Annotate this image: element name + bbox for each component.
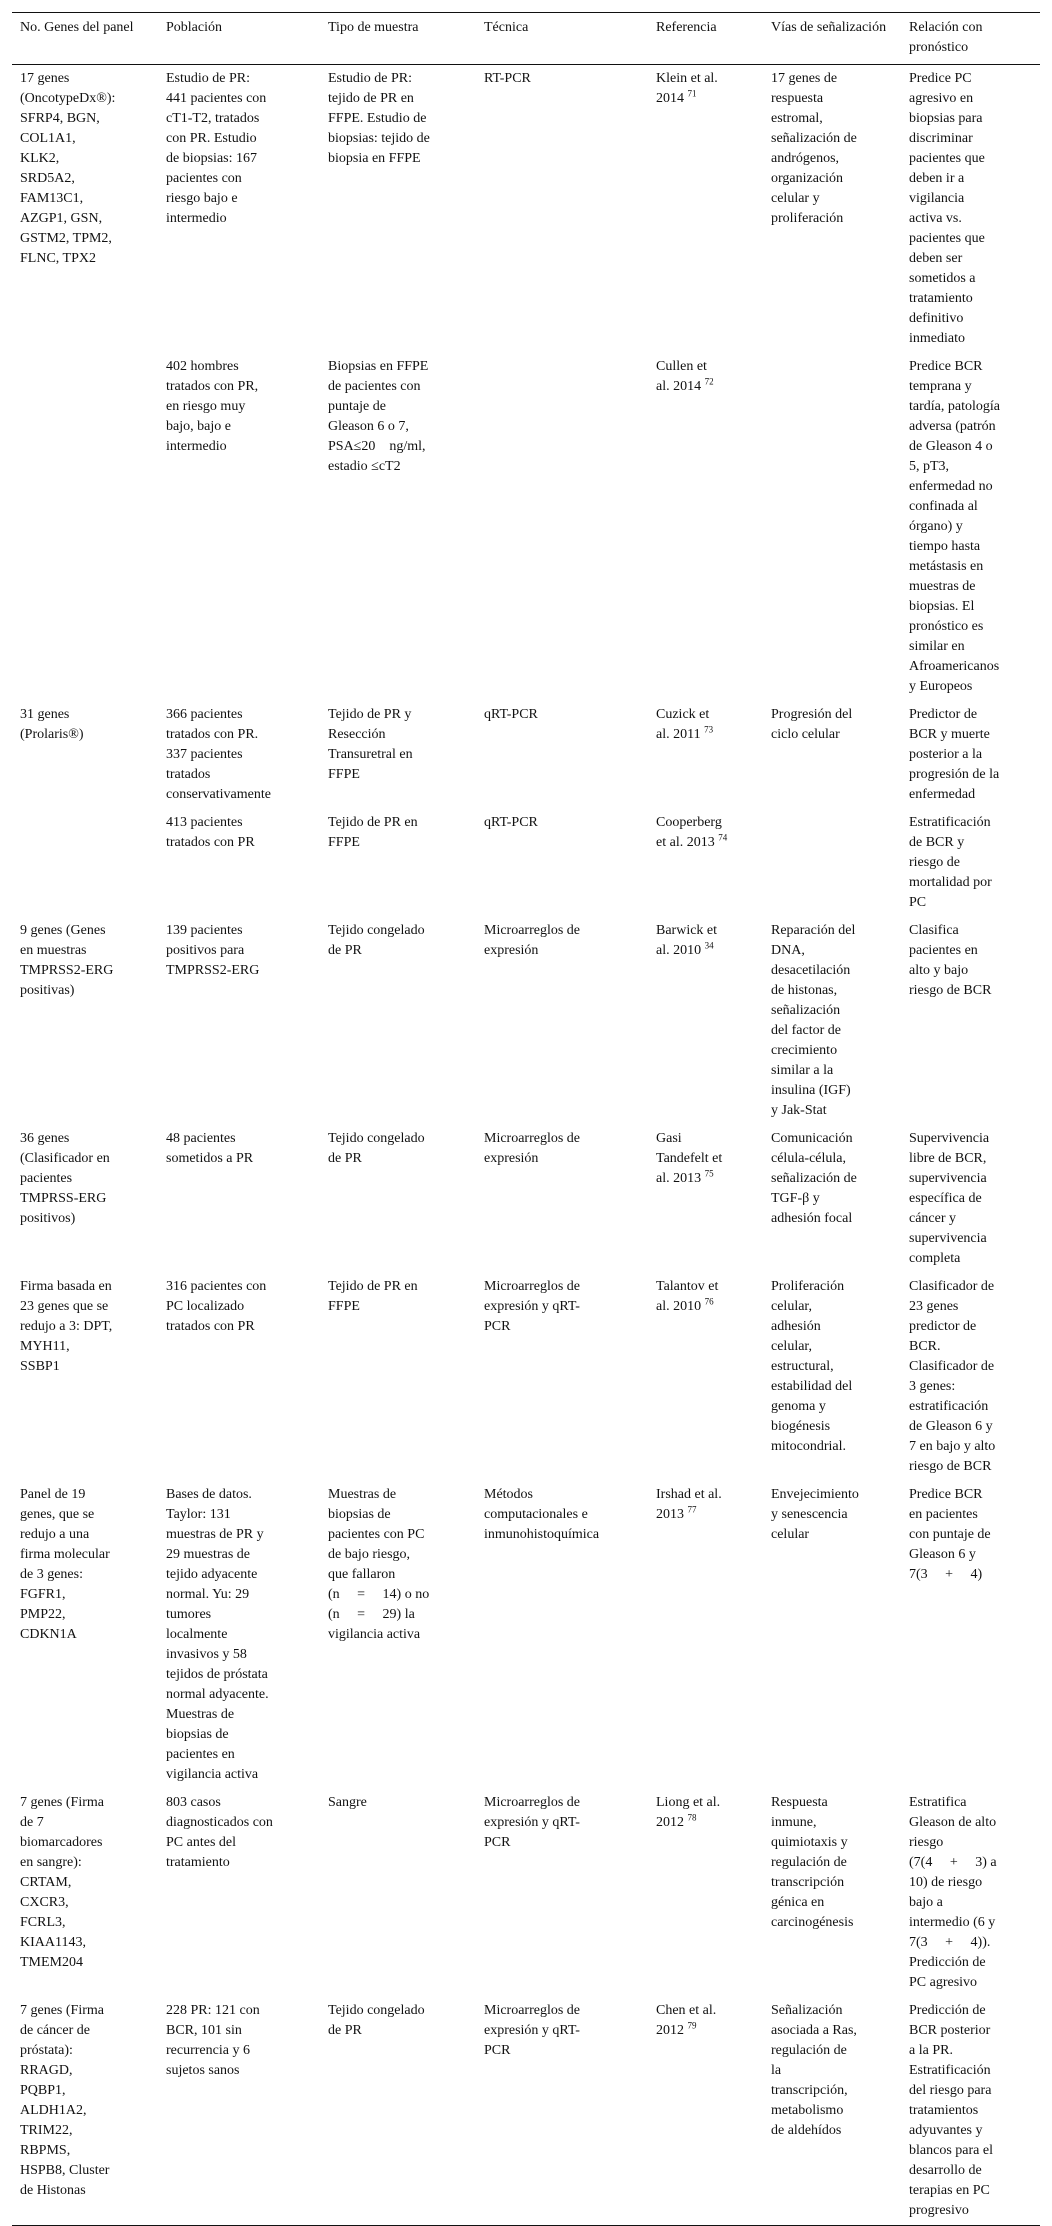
referencia-cell-text: Cullen et al. 2014: [656, 359, 707, 394]
muestra-cell: [320, 917, 476, 1125]
poblacion-cell: [158, 1125, 320, 1273]
poblacion-cell-text: 366 pacientes tratados con PR. 337 pacientes tratados conservativamente: [166, 707, 271, 802]
poblacion-cell-text: 48 pacientes sometidos a PR: [166, 1131, 254, 1166]
tecnica-cell: [476, 1273, 648, 1481]
poblacion-cell: [158, 1997, 320, 2226]
vias-cell: [763, 1997, 901, 2226]
table-row: [12, 1997, 1040, 2226]
table-body: [12, 65, 1040, 2226]
genes-cell: [12, 1481, 158, 1789]
referencia-cell-text: Chen et al. 2012: [656, 2003, 717, 2038]
pronostico-cell: [901, 809, 1040, 917]
vias-cell-text: Progresión del ciclo celular: [771, 707, 853, 742]
table-row: [12, 809, 1040, 917]
reference-number[interactable]: 34: [704, 940, 714, 951]
referencia-cell-text: Cuzick et al. 2011: [656, 707, 710, 742]
pronostico-cell: [901, 1273, 1040, 1481]
poblacion-cell-text: 402 hombres tratados con PR, en riesgo muy bajo, bajo e intermedio: [166, 359, 259, 454]
pronostico-cell: [901, 917, 1040, 1125]
genes-cell-text: 7 genes (Firma de 7 biomarcadores en sangre): CRTAM, CXCR3, FCRL3, KIAA1143, TMEM204: [20, 1795, 104, 1970]
genes-cell-text: 17 genes (OncotypeDx®): SFRP4, BGN, COL1A1, KLK2, SRD5A2, FAM13C1, AZGP1, GSN, GSTM2, TPM2, FLNC, TPX2: [20, 71, 116, 266]
poblacion-cell: [158, 809, 320, 917]
reference-number[interactable]: 79: [687, 2020, 697, 2031]
referencia-cell-text: Talantov et al. 2010: [656, 1279, 719, 1314]
referencia-cell: [648, 1273, 763, 1481]
pronostico-cell-text: Clasificador de 23 genes predictor de BCR. Clasificador de 3 genes: estratificación de Gleason 6 y 7 en bajo y alto riesgo de BCR: [909, 1279, 996, 1474]
muestra-cell-text: Biopsias en FFPE de pacientes con puntaje de Gleason 6 o 7, PSA≤20 ng/ml, estadio ≤cT2: [328, 359, 429, 474]
header-row: [12, 13, 1040, 65]
reference-number[interactable]: 76: [704, 1296, 714, 1307]
referencia-cell: [648, 809, 763, 917]
genes-cell-text: Panel de 19 genes, que se redujo a una firma molecular de 3 genes: FGFR1, PMP22, CDKN1A: [20, 1487, 110, 1642]
vias-cell: [763, 65, 901, 354]
vias-cell-text: Respuesta inmune, quimiotaxis y regulación de transcripción génica en carcinogénesis: [771, 1795, 854, 1930]
pronostico-cell: [901, 65, 1040, 354]
genes-cell: [12, 1125, 158, 1273]
pronostico-cell: [901, 1125, 1040, 1273]
muestra-cell-text: Estudio de PR: tejido de PR en FFPE. Estudio de biopsias: tejido de biopsia en FFPE: [328, 71, 430, 166]
tecnica-cell: [476, 809, 648, 917]
muestra-cell-text: Muestras de biopsias de pacientes con PC de bajo riesgo, que fallaron (n = 14) o no (n = 29) la vigilancia activa: [328, 1487, 430, 1642]
muestra-cell: [320, 1273, 476, 1481]
tecnica-cell: [476, 701, 648, 809]
tecnica-cell-text: Microarreglos de expresión y qRT- PCR: [484, 1279, 581, 1334]
vias-cell-text: Proliferación celular, adhesión celular, estructural, estabilidad del genoma y biogénesis mitocondrial.: [771, 1279, 853, 1454]
tecnica-cell: [476, 1125, 648, 1273]
vias-cell: [763, 1125, 901, 1273]
table-row: [12, 1273, 1040, 1481]
poblacion-cell: [158, 65, 320, 354]
header-poblacion: Población: [166, 20, 222, 35]
vias-cell-text: Envejecimiento y senescencia celular: [771, 1487, 859, 1542]
header-vias: Vías de señalización: [771, 20, 887, 35]
referencia-cell: [648, 1789, 763, 1997]
referencia-cell: [648, 917, 763, 1125]
table-row: [12, 701, 1040, 809]
tecnica-cell-text: Microarreglos de expresión: [484, 923, 581, 958]
poblacion-cell: [158, 1481, 320, 1789]
genes-cell-text: Firma basada en 23 genes que se redujo a 3: DPT, MYH11, SSBP1: [20, 1279, 113, 1374]
vias-cell: [763, 809, 901, 917]
muestra-cell-text: Tejido congelado de PR: [328, 923, 425, 958]
pronostico-cell-text: Estratifica Gleason de alto riesgo (7(4 + 3) a 10) de riesgo bajo a intermedio (6 y 7(3 + 4)). Predicción de PC agresivo: [909, 1795, 997, 1990]
genes-cell: [12, 1997, 158, 2226]
muestra-cell: [320, 1481, 476, 1789]
tecnica-cell: [476, 1789, 648, 1997]
vias-cell: [763, 1789, 901, 1997]
poblacion-cell: [158, 1273, 320, 1481]
header-pronostico: Relación con pronóstico: [909, 20, 983, 55]
poblacion-cell-text: 139 pacientes positivos para TMPRSS2-ERG: [166, 923, 260, 978]
genes-cell: [12, 1789, 158, 1997]
genes-cell-text: 7 genes (Firma de cáncer de próstata): RRAGD, PQBP1, ALDH1A2, TRIM22, RBPMS, HSPB8, Cluster de Histonas: [20, 2003, 110, 2198]
pronostico-cell-text: Clasifica pacientes en alto y bajo riesgo de BCR: [909, 923, 992, 998]
referencia-cell: [648, 65, 763, 354]
muestra-cell-text: Tejido de PR en FFPE: [328, 815, 418, 850]
vias-cell: [763, 917, 901, 1125]
poblacion-cell: [158, 1789, 320, 1997]
pronostico-cell-text: Supervivencia libre de BCR, supervivencia específica de cáncer y supervivencia completa: [909, 1131, 990, 1266]
referencia-cell: [648, 1481, 763, 1789]
muestra-cell: [320, 1997, 476, 2226]
referencia-cell-text: Liong et al. 2012: [656, 1795, 721, 1830]
header-genes: No. Genes del panel: [20, 20, 134, 35]
tecnica-cell: [476, 1481, 648, 1789]
header-tecnica: Técnica: [484, 20, 529, 35]
vias-cell: [763, 353, 901, 701]
referencia-cell-text: Barwick et al. 2010: [656, 923, 718, 958]
genes-cell: [12, 809, 158, 917]
table-row: [12, 1125, 1040, 1273]
vias-cell: [763, 1273, 901, 1481]
reference-number[interactable]: 75: [704, 1168, 714, 1179]
tecnica-cell-text: Microarreglos de expresión: [484, 1131, 581, 1166]
tecnica-cell-text: Microarreglos de expresión y qRT- PCR: [484, 2003, 581, 2058]
vias-cell-text: 17 genes de respuesta estromal, señalización de andrógenos, organización celular y proliferación: [771, 71, 857, 226]
reference-number[interactable]: 71: [687, 88, 697, 99]
reference-number[interactable]: 73: [704, 724, 714, 735]
poblacion-cell-text: Estudio de PR: 441 pacientes con cT1-T2, tratados con PR. Estudio de biopsias: 167 pacientes con riesgo bajo e intermedio: [166, 71, 267, 226]
vias-cell-text: Comunicación célula-célula, señalización de TGF-β y adhesión focal: [771, 1131, 857, 1226]
tecnica-cell-text: Métodos computacionales e inmunohistoquímica: [484, 1487, 600, 1542]
pronostico-cell: [901, 1789, 1040, 1997]
pronostico-cell-text: Estratificación de BCR y riesgo de mortalidad por PC: [909, 815, 992, 910]
table-row: [12, 1789, 1040, 1997]
muestra-cell-text: Tejido congelado de PR: [328, 2003, 425, 2038]
muestra-cell-text: Sangre: [328, 1795, 367, 1810]
muestra-cell: [320, 1789, 476, 1997]
pronostico-cell-text: Predictor de BCR y muerte posterior a la progresión de la enfermedad: [909, 707, 1000, 802]
table-row: [12, 65, 1040, 354]
table-header: [12, 13, 1040, 65]
vias-cell: [763, 1481, 901, 1789]
muestra-cell: [320, 701, 476, 809]
referencia-cell-text: Cooperberg et al. 2013: [656, 815, 722, 850]
header-muestra: Tipo de muestra: [328, 20, 419, 35]
genes-cell-text: 36 genes (Clasificador en pacientes TMPRSS-ERG positivos): [20, 1131, 110, 1226]
poblacion-cell: [158, 353, 320, 701]
referencia-cell: [648, 701, 763, 809]
tecnica-cell: [476, 353, 648, 701]
genes-cell: [12, 701, 158, 809]
poblacion-cell-text: 413 pacientes tratados con PR: [166, 815, 255, 850]
vias-cell: [763, 701, 901, 809]
genes-cell: [12, 917, 158, 1125]
muestra-cell-text: Tejido de PR en FFPE: [328, 1279, 418, 1314]
tecnica-cell: [476, 917, 648, 1125]
muestra-cell: [320, 809, 476, 917]
pronostico-cell: [901, 1481, 1040, 1789]
muestra-cell-text: Tejido de PR y Resección Transuretral en FFPE: [328, 707, 413, 782]
reference-number[interactable]: 72: [704, 376, 714, 387]
muestra-cell-text: Tejido congelado de PR: [328, 1131, 425, 1166]
referencia-cell-text: Klein et al. 2014: [656, 71, 718, 106]
genes-cell-text: 9 genes (Genes en muestras TMPRSS2-ERG positivas): [20, 923, 114, 998]
referencia-cell-text: Gasi Tandefelt et al. 2013: [656, 1131, 723, 1186]
reference-number[interactable]: 78: [687, 1812, 697, 1823]
referencia-cell: [648, 1125, 763, 1273]
genes-cell-text: 31 genes (Prolaris®): [20, 707, 84, 742]
vias-cell-text: Reparación del DNA, desacetilación de histonas, señalización del factor de crecimiento similar a la insulina (IGF) y Jak-Stat: [771, 923, 856, 1118]
vias-cell-text: Señalización asociada a Ras, regulación de la transcripción, metabolismo de aldehídos: [771, 2003, 857, 2138]
poblacion-cell-text: 803 casos diagnosticados con PC antes del tratamiento: [166, 1795, 273, 1870]
poblacion-cell-text: 228 PR: 121 con BCR, 101 sin recurrencia y 6 sujetos sanos: [166, 2003, 260, 2078]
reference-number[interactable]: 77: [687, 1504, 697, 1515]
pronostico-cell-text: Predice BCR en pacientes con puntaje de Gleason 6 y 7(3 + 4): [909, 1487, 991, 1582]
pronostico-cell-text: Predice BCR temprana y tardía, patología adversa (patrón de Gleason 4 o 5, pT3, enfermedad no confinada al órgano) y tiempo hasta metástasis en muestras de biopsias. El pronóstico es similar en Afroamericanos y Europeos: [909, 359, 1000, 694]
genes-cell: [12, 353, 158, 701]
pronostico-cell-text: Predicción de BCR posterior a la PR. Estratificación del riesgo para tratamientos adyuvantes y blancos para el desarrollo de terapias en PC progresivo: [909, 2003, 993, 2218]
pronostico-cell: [901, 1997, 1040, 2226]
tecnica-cell-text: Microarreglos de expresión y qRT- PCR: [484, 1795, 581, 1850]
table-row: [12, 917, 1040, 1125]
pronostico-cell: [901, 353, 1040, 701]
tecnica-cell: [476, 1997, 648, 2226]
tecnica-cell-text: RT-PCR: [484, 71, 531, 86]
table-row: [12, 1481, 1040, 1789]
poblacion-cell: [158, 701, 320, 809]
table-row: [12, 353, 1040, 701]
reference-number[interactable]: 74: [718, 832, 728, 843]
muestra-cell: [320, 65, 476, 354]
poblacion-cell-text: 316 pacientes con PC localizado tratados con PR: [166, 1279, 267, 1334]
gene-panel-table: [12, 12, 1040, 2226]
genes-cell: [12, 65, 158, 354]
tecnica-cell-text: qRT-PCR: [484, 815, 538, 830]
referencia-cell-text: Irshad et al. 2013: [656, 1487, 722, 1522]
tecnica-cell-text: qRT-PCR: [484, 707, 538, 722]
muestra-cell: [320, 353, 476, 701]
header-referencia: Referencia: [656, 20, 717, 35]
poblacion-cell-text: Bases de datos. Taylor: 131 muestras de PR y 29 muestras de tejido adyacente normal. Yu: 29 tumores localmente invasivos y 58 tejidos de próstata normal adyacente. Muestras de biopsias de pacientes en vigilancia activa: [166, 1487, 269, 1782]
muestra-cell: [320, 1125, 476, 1273]
referencia-cell: [648, 1997, 763, 2226]
pronostico-cell: [901, 701, 1040, 809]
tecnica-cell: [476, 65, 648, 354]
poblacion-cell: [158, 917, 320, 1125]
pronostico-cell-text: Predice PC agresivo en biopsias para discriminar pacientes que deben ir a vigilancia activa vs. pacientes que deben ser sometidos a tratamiento definitivo inmediato: [909, 71, 985, 346]
genes-cell: [12, 1273, 158, 1481]
referencia-cell: [648, 353, 763, 701]
